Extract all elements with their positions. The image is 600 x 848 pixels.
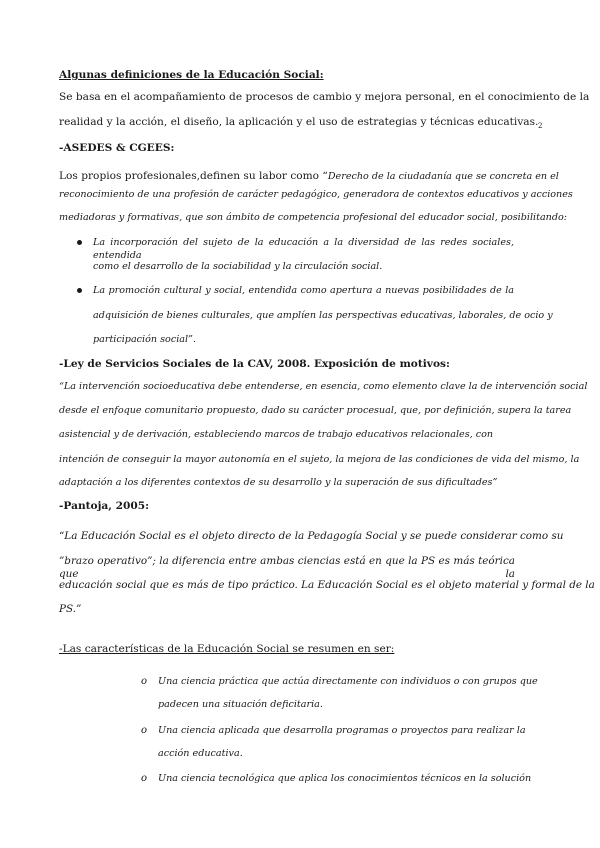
caracteristica-1-line-1: Una ciencia práctica que actúa directamente con individuos o con grupos que xyxy=(158,676,538,687)
pantoja-line-1: “La Educación Social es el objeto directo de la Pedagogía Social y se puede considerar como su xyxy=(59,530,564,542)
pantoja-line-3: educación social que es más de tipo práctico. La Educación Social es el objeto material y formal de la xyxy=(59,579,595,591)
list-marker: o xyxy=(141,773,148,784)
asedes-bullet-1-line-1: La incorporación del sujeto de la educación a la diversidad de las redes sociales, entendida xyxy=(93,237,514,261)
caracteristica-3-line-1: Una ciencia tecnológica que aplica los conocimientos técnicos en la solución xyxy=(158,773,532,784)
caracteristica-2-line-2: acción educativa. xyxy=(158,748,243,759)
asedes-line-2: reconocimiento de una profesión de carácter pedagógico, generadora de contextos educativos y acciones xyxy=(59,189,573,200)
caracteristicas-title: -Las características de la Educación Social se resumen en ser: xyxy=(59,643,395,655)
asedes-bullet-2-line-3: participación social”. xyxy=(93,334,197,345)
caracteristica-1-line-2: padecen una situación deficitaria. xyxy=(158,699,323,710)
asedes-line-3: mediadoras y formativas, que son ámbito de competencia profesional del educador social, posibilitando: xyxy=(59,212,568,223)
asedes-bullet-2-line-1: La promoción cultural y social, entendida como apertura a nuevas posibilidades de la xyxy=(93,285,514,296)
asedes-line-1-normal: Los propios profesionales,definen su labor como “ xyxy=(59,170,328,182)
pantoja-title: -Pantoja, 2005: xyxy=(59,500,150,512)
ley-line-4: intención de conseguir la mayor autonomía en el sujeto, la mejora de las condiciones de vida del mismo, la xyxy=(59,454,580,465)
asedes-line-1 xyxy=(59,164,559,183)
page-number: 2 xyxy=(538,122,543,130)
asedes-title: -ASEDES & CGEES: xyxy=(59,142,175,154)
pantoja-line-2: ”brazo operativo”; la diferencia entre ambas ciencias está en que la PS es más teórica que la xyxy=(59,555,515,580)
intro-line-1: Se basa en el acompañamiento de procesos de cambio y mejora personal, en el conocimiento de la xyxy=(59,91,590,103)
ley-title: -Ley de Servicios Sociales de la CAV, 2008. Exposición de motivos: xyxy=(59,358,450,370)
caracteristica-2-line-1: Una ciencia aplicada que desarrolla programas o proyectos para realizar la xyxy=(158,725,526,736)
list-marker: o xyxy=(141,725,148,736)
bullet-dot xyxy=(77,288,82,293)
pantoja-line-4: PS.” xyxy=(59,603,82,615)
bullet-dot xyxy=(77,240,82,245)
asedes-bullet-1-line-2: como el desarrollo de la sociabilidad y la circulación social. xyxy=(93,261,383,272)
asedes-line-1-italic: Derecho de la ciudadanía que se concreta en el xyxy=(327,171,559,182)
intro-line-2: realidad y la acción, el diseño, la aplicación y el uso de estrategias y técnicas educativas. xyxy=(59,116,539,128)
heading: Algunas definiciones de la Educación Social: xyxy=(59,69,324,81)
ley-line-1: “La intervención socioeducativa debe entenderse, en esencia, como elemento clave la de intervención social xyxy=(59,381,588,392)
list-marker: o xyxy=(141,676,148,687)
ley-line-3: asistencial y de derivación, estableciendo marcos de trabajo educativos relacionales, con xyxy=(59,429,494,440)
asedes-bullet-2-line-2: adquisición de bienes culturales, que amplíen las perspectivas educativas, laborales, de ocio y xyxy=(93,310,553,321)
ley-line-5: adaptación a los diferentes contextos de su desarrollo y la superación de sus dificultades” xyxy=(59,477,498,488)
ley-line-2: desde el enfoque comunitario propuesto, dado su carácter procesual, que, por definición, supera la tarea xyxy=(59,405,572,416)
